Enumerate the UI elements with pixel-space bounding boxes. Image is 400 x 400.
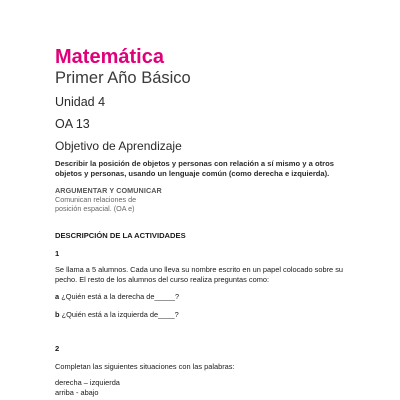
grade-title: Primer Año Básico (55, 69, 191, 87)
objective-title: Objetivo de Aprendizaje (55, 139, 182, 153)
question-b-letter: b (55, 310, 60, 319)
unit-label: Unidad 4 (55, 95, 106, 109)
activity-2-words-line2: arriba - abajo (55, 388, 99, 397)
subject-title: Matemática (55, 46, 164, 68)
activities-heading: DESCRIPCIÓN DE LA ACTIVIDADES (55, 231, 186, 240)
activity-2-words-line1: derecha – izquierda (55, 378, 120, 387)
activity-1-text: Se llama a 5 alumnos. Cada uno lleva su nombre escrito en un papel colocado sobre su pecho. El resto de los alumnos del curso realiza preguntas como: (55, 265, 343, 284)
skill-box (55, 186, 162, 213)
activity-1-number: 1 (55, 249, 60, 258)
skill-description-line2: posición espacial. (OA e) (55, 204, 135, 213)
question-a-text: ¿Quién está a la derecha de_____? (61, 292, 180, 301)
oa-code: OA 13 (55, 117, 90, 131)
question-b-text: ¿Quién está a la izquierda de____? (61, 310, 179, 319)
skill-description-line1: Comunican relaciones de (55, 195, 137, 204)
activity-1-question-b (55, 310, 179, 320)
activity-1-question-a (55, 292, 179, 302)
activity-2-text: Completan las siguientes situaciones con las palabras: (55, 362, 235, 371)
question-a-letter: a (55, 292, 60, 301)
skill-title: ARGUMENTAR Y COMUNICAR (55, 186, 162, 195)
objective-description: Describir la posición de objetos y personas con relación a sí mismo y a otros objetos y personas, usando un lenguaje común (como derecha e izquierda). (55, 159, 334, 178)
activity-2-number: 2 (55, 344, 60, 353)
